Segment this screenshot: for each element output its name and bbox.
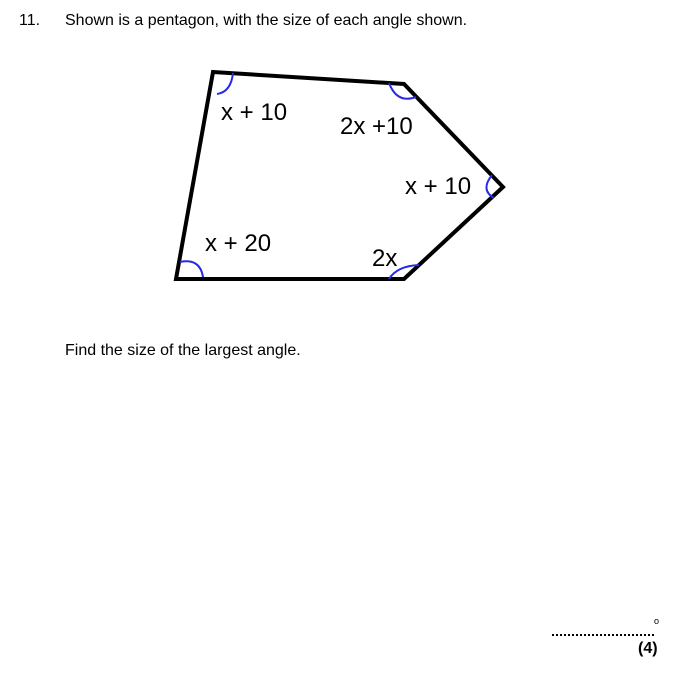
angle-label-top-right: 2x +10	[340, 113, 413, 140]
question-number: 11.	[19, 12, 41, 29]
question-prompt: Find the size of the largest angle.	[65, 342, 301, 359]
degree-sign: o	[654, 616, 660, 626]
angle-label-bottom-left: x + 20	[205, 230, 272, 257]
angle-label-right: x + 10	[405, 173, 472, 200]
angle-label-top-left: x + 10	[221, 99, 288, 126]
angle-arc-bottom-left	[180, 261, 203, 277]
angle-arc-top-left	[217, 73, 233, 94]
marks-label: (4)	[638, 640, 658, 657]
answer-line[interactable]	[552, 624, 654, 636]
question-stem: Shown is a pentagon, with the size of each angle shown.	[65, 12, 468, 29]
angle-label-bottom-right: 2x	[372, 245, 398, 272]
